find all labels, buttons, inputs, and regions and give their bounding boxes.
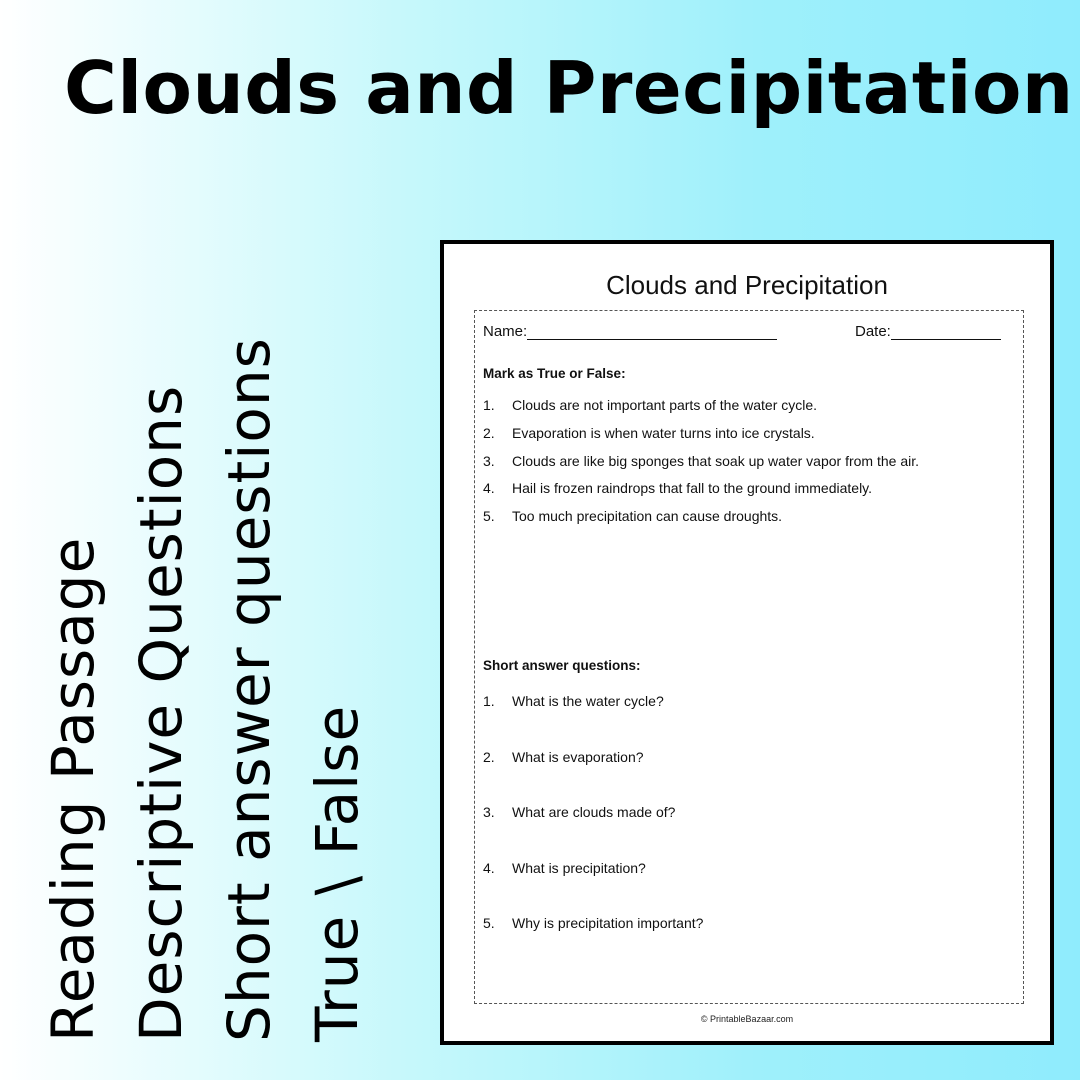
item-text: What are clouds made of? xyxy=(512,804,676,820)
item-number: 4. xyxy=(483,480,495,497)
true-false-item xyxy=(483,425,919,453)
page-title: Clouds and Precipitation xyxy=(64,46,1074,130)
worksheet-title: Clouds and Precipitation xyxy=(606,270,888,300)
item-text: What is precipitation? xyxy=(512,859,646,876)
item-text: Evaporation is when water turns into ice crystals. xyxy=(512,424,815,441)
feature-true-false: True \ False xyxy=(303,704,371,1042)
short-answer-item xyxy=(483,804,703,860)
item-text: What is evaporation? xyxy=(512,748,644,765)
short-answer-item xyxy=(483,915,703,971)
worksheet-preview xyxy=(440,240,1054,1045)
item-number: 4. xyxy=(483,859,495,876)
short-answer-heading: Short answer questions: xyxy=(483,658,641,673)
item-number: 3. xyxy=(483,452,495,469)
date-blank-line xyxy=(891,325,1001,340)
item-number: 2. xyxy=(483,748,495,765)
true-false-heading: Mark as True or False: xyxy=(483,366,626,381)
true-false-item xyxy=(483,508,919,536)
true-false-item xyxy=(483,480,919,508)
name-label: Name: xyxy=(483,323,528,340)
short-answer-item xyxy=(483,860,703,916)
item-number: 1. xyxy=(483,397,495,413)
name-blank-line xyxy=(527,325,777,340)
date-field xyxy=(855,323,1001,340)
item-text: Why is precipitation important? xyxy=(512,915,704,931)
true-false-list xyxy=(483,397,919,536)
true-false-item xyxy=(483,397,919,425)
item-number: 3. xyxy=(483,804,495,820)
feature-list xyxy=(0,0,440,1080)
name-field xyxy=(483,323,777,340)
feature-short-answer-questions: Short answer questions xyxy=(215,337,283,1042)
item-number: 5. xyxy=(483,915,495,931)
item-number: 5. xyxy=(483,508,495,525)
item-text: Hail is frozen raindrops that fall to the ground immediately. xyxy=(512,480,873,497)
item-text: Clouds are like big sponges that soak up water vapor from the air. xyxy=(512,452,919,469)
feature-descriptive-questions: Descriptive Questions xyxy=(127,384,195,1042)
short-answer-list xyxy=(483,693,703,971)
item-text: Clouds are not important parts of the water cycle. xyxy=(512,397,818,413)
short-answer-item xyxy=(483,693,703,749)
feature-reading-passage: Reading Passage xyxy=(39,536,107,1042)
item-number: 2. xyxy=(483,424,495,441)
item-text: What is the water cycle? xyxy=(512,693,664,709)
date-label: Date: xyxy=(855,323,891,340)
true-false-item xyxy=(483,453,919,481)
short-answer-item xyxy=(483,749,703,805)
item-number: 1. xyxy=(483,693,495,709)
worksheet-body xyxy=(474,310,1024,1004)
item-text: Too much precipitation can cause droughts. xyxy=(512,508,783,525)
copyright-notice: © PrintableBazaar.com xyxy=(700,1014,794,1024)
